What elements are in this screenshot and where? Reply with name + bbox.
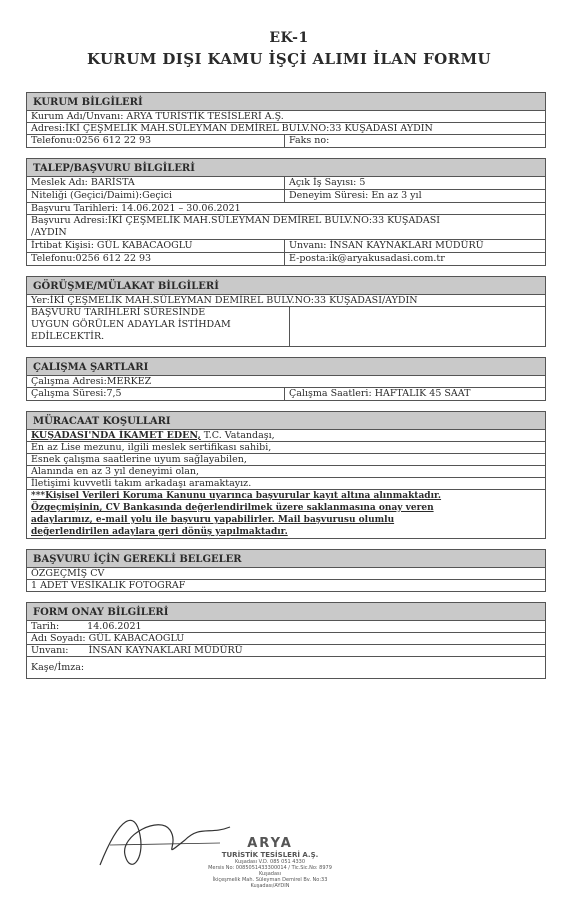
muracaat-line-2: En az Lise mezunu, ilgili meslek sertifikası sahibi, xyxy=(26,442,546,454)
muracaat-line-5: İletişimi kuvvetli takım arkadaşı aramaktayız. xyxy=(26,478,546,490)
talep-eposta: E-posta:ik@aryakusadasi.com.tr xyxy=(289,253,445,264)
stamp-line-3: İkiçeşmelik Mah. Süleyman Demirel Bv. No:33 Kuşadası/AYDIN xyxy=(212,877,328,889)
calisma-suresi: Çalışma Süresi:7,5 xyxy=(27,388,285,400)
onay-tarih-value: 14.06.2021 xyxy=(87,621,142,632)
talep-row-2 xyxy=(26,190,546,203)
kvkk-line-1: ***Kişisel Verileri Koruma Kanunu uyarınca başvurular kayıt altına alınmaktadır. xyxy=(31,491,442,501)
kvkk-note xyxy=(26,490,546,539)
stamp-name: TURİSTİK TESİSLERİ A.Ş. xyxy=(221,851,319,859)
section-header-talep: TALEP/BAŞVURU BİLGİLERİ xyxy=(26,158,546,177)
onay-adsoyad: Adı Soyadı: GÜL KABACAOĞLU xyxy=(26,633,546,645)
onay-tarih xyxy=(26,621,546,633)
form-code: EK-1 xyxy=(269,30,309,46)
section-header-kurum: KURUM BİLGİLERİ xyxy=(26,92,546,111)
section-header-onay: FORM ONAY BİLGİLERİ xyxy=(26,602,546,621)
muracaat-line-4: Alanında en az 3 yıl deneyimi olan, xyxy=(26,466,546,478)
irtibat-unvani: Unvanı: İNSAN KAYNAKLARI MÜDÜRÜ xyxy=(289,240,484,251)
talep-row-1 xyxy=(26,177,546,190)
kvkk-line-4: değerlendirilen adaylara geri dönüş yapılmaktadır. xyxy=(31,527,288,537)
acik-is-sayisi: Açık İş Sayısı: 5 xyxy=(289,177,366,188)
company-stamp xyxy=(200,836,340,889)
calisma-row xyxy=(26,388,546,401)
deneyim-suresi: Deneyim Süresi: En az 3 yıl xyxy=(289,190,422,201)
muracaat-line-1 xyxy=(26,430,546,442)
stamp-line-2: Mersis No: 0085051433300014 / Tic.Sic.No: 8979 Kuşadası xyxy=(208,865,332,877)
onay-kase: Kaşe/İmza: xyxy=(26,657,546,679)
kurum-adi: Kurum Adı/Unvanı: ARYA TURİSTİK TESİSLERİ A.Ş. xyxy=(26,111,546,123)
basvuru-adresi xyxy=(26,215,546,240)
gorusme-not-row xyxy=(26,307,546,347)
gorusme-not-line1: BAŞVURU TARİHLERİ SÜRESİNDE xyxy=(31,307,206,318)
kurum-telefon: Telefonu:0256 612 22 93 xyxy=(27,135,285,147)
irtibat-kisisi: İrtibat Kişisi: GÜL KABACAOĞLU xyxy=(27,240,285,252)
kvkk-line-2: Özgeçmişinin, CV Bankasında değerlendirilmek üzere saklanmasına onay veren xyxy=(31,503,434,513)
meslek-adi: Meslek Adı: BARİSTA xyxy=(27,177,285,189)
stamp-brand: ARYA xyxy=(247,836,293,851)
talep-telefon: Telefonu:0256 612 22 93 xyxy=(27,253,285,265)
belge-1: ÖZGEÇMİŞ CV xyxy=(26,568,546,580)
talep-row-iletisim xyxy=(26,253,546,266)
section-header-belgeler: BAŞVURU İÇİN GEREKLİ BELGELER xyxy=(26,549,546,568)
gorusme-not-line2: UYGUN GÖRÜLEN ADAYLAR İSTİHDAM xyxy=(31,319,231,330)
basvuru-adresi-line2: /AYDIN xyxy=(31,227,67,238)
gorusme-not xyxy=(27,307,290,346)
section-header-calisma: ÇALIŞMA ŞARTLARI xyxy=(26,357,546,376)
belge-2: 1 ADET VESİKALIK FOTOĞRAF xyxy=(26,580,546,592)
kurum-faks: Faks no: xyxy=(289,135,330,146)
calisma-saatleri: Çalışma Saatleri: HAFTALIK 45 SAAT xyxy=(289,388,471,399)
niteligi: Niteliği (Geçici/Daimi):Geçici xyxy=(27,190,285,202)
form-table xyxy=(26,92,546,679)
talep-row-irtibat xyxy=(26,240,546,253)
kvkk-line-3: adaylarımız, e-mail yolu ile başvuru yapabilirler. Mail başvurusu olumlu xyxy=(31,515,395,525)
stamp-line-1: Kuşadası V.D. 085 051 4330 xyxy=(234,859,306,865)
kurum-adres: Adresi:İKİ ÇEŞMELİK MAH.SÜLEYMAN DEMİREL BULV.NO:33 KUŞADASI AYDIN xyxy=(26,123,546,135)
section-header-muracaat: MÜRACAAT KOŞULLARI xyxy=(26,411,546,430)
gorusme-not-line3: EDİLECEKTİR. xyxy=(31,331,105,342)
form-title: KURUM DIŞI KAMU İŞÇİ ALIMI İLAN FORMU xyxy=(87,50,491,68)
section-header-gorusme: GÖRÜŞME/MÜLAKAT BİLGİLERİ xyxy=(26,276,546,295)
basvuru-adresi-line1: Başvuru Adresi:İKİ ÇEŞMELİK MAH.SÜLEYMAN DEMİREL BULV.NO:33 KUŞADASI xyxy=(31,215,441,226)
gorusme-yer: Yer:İKİ ÇEŞMELİK MAH.SÜLEYMAN DEMİREL BULV.NO:33 KUŞADASI/AYDIN xyxy=(26,295,546,307)
muracaat-vatandas: T.C. Vatandaşı, xyxy=(200,430,275,441)
onay-unvan-value: İNSAN KAYNAKLARI MÜDÜRÜ xyxy=(88,645,243,656)
muracaat-ikamet: KUŞADASI'NDA İKAMET EDEN, xyxy=(31,430,201,441)
onay-tarih-label: Tarih: xyxy=(31,621,60,632)
muracaat-line-3: Esnek çalışma saatlerine uyum sağlayabilen, xyxy=(26,454,546,466)
calisma-adresi: Çalışma Adresi:MERKEZ xyxy=(26,376,546,388)
onay-unvan xyxy=(26,645,546,657)
onay-unvan-label: Unvanı: xyxy=(31,645,69,656)
basvuru-tarihleri: Başvuru Tarihleri: 14.06.2021 – 30.06.2021 xyxy=(26,203,546,215)
kurum-telefon-row xyxy=(26,135,546,148)
